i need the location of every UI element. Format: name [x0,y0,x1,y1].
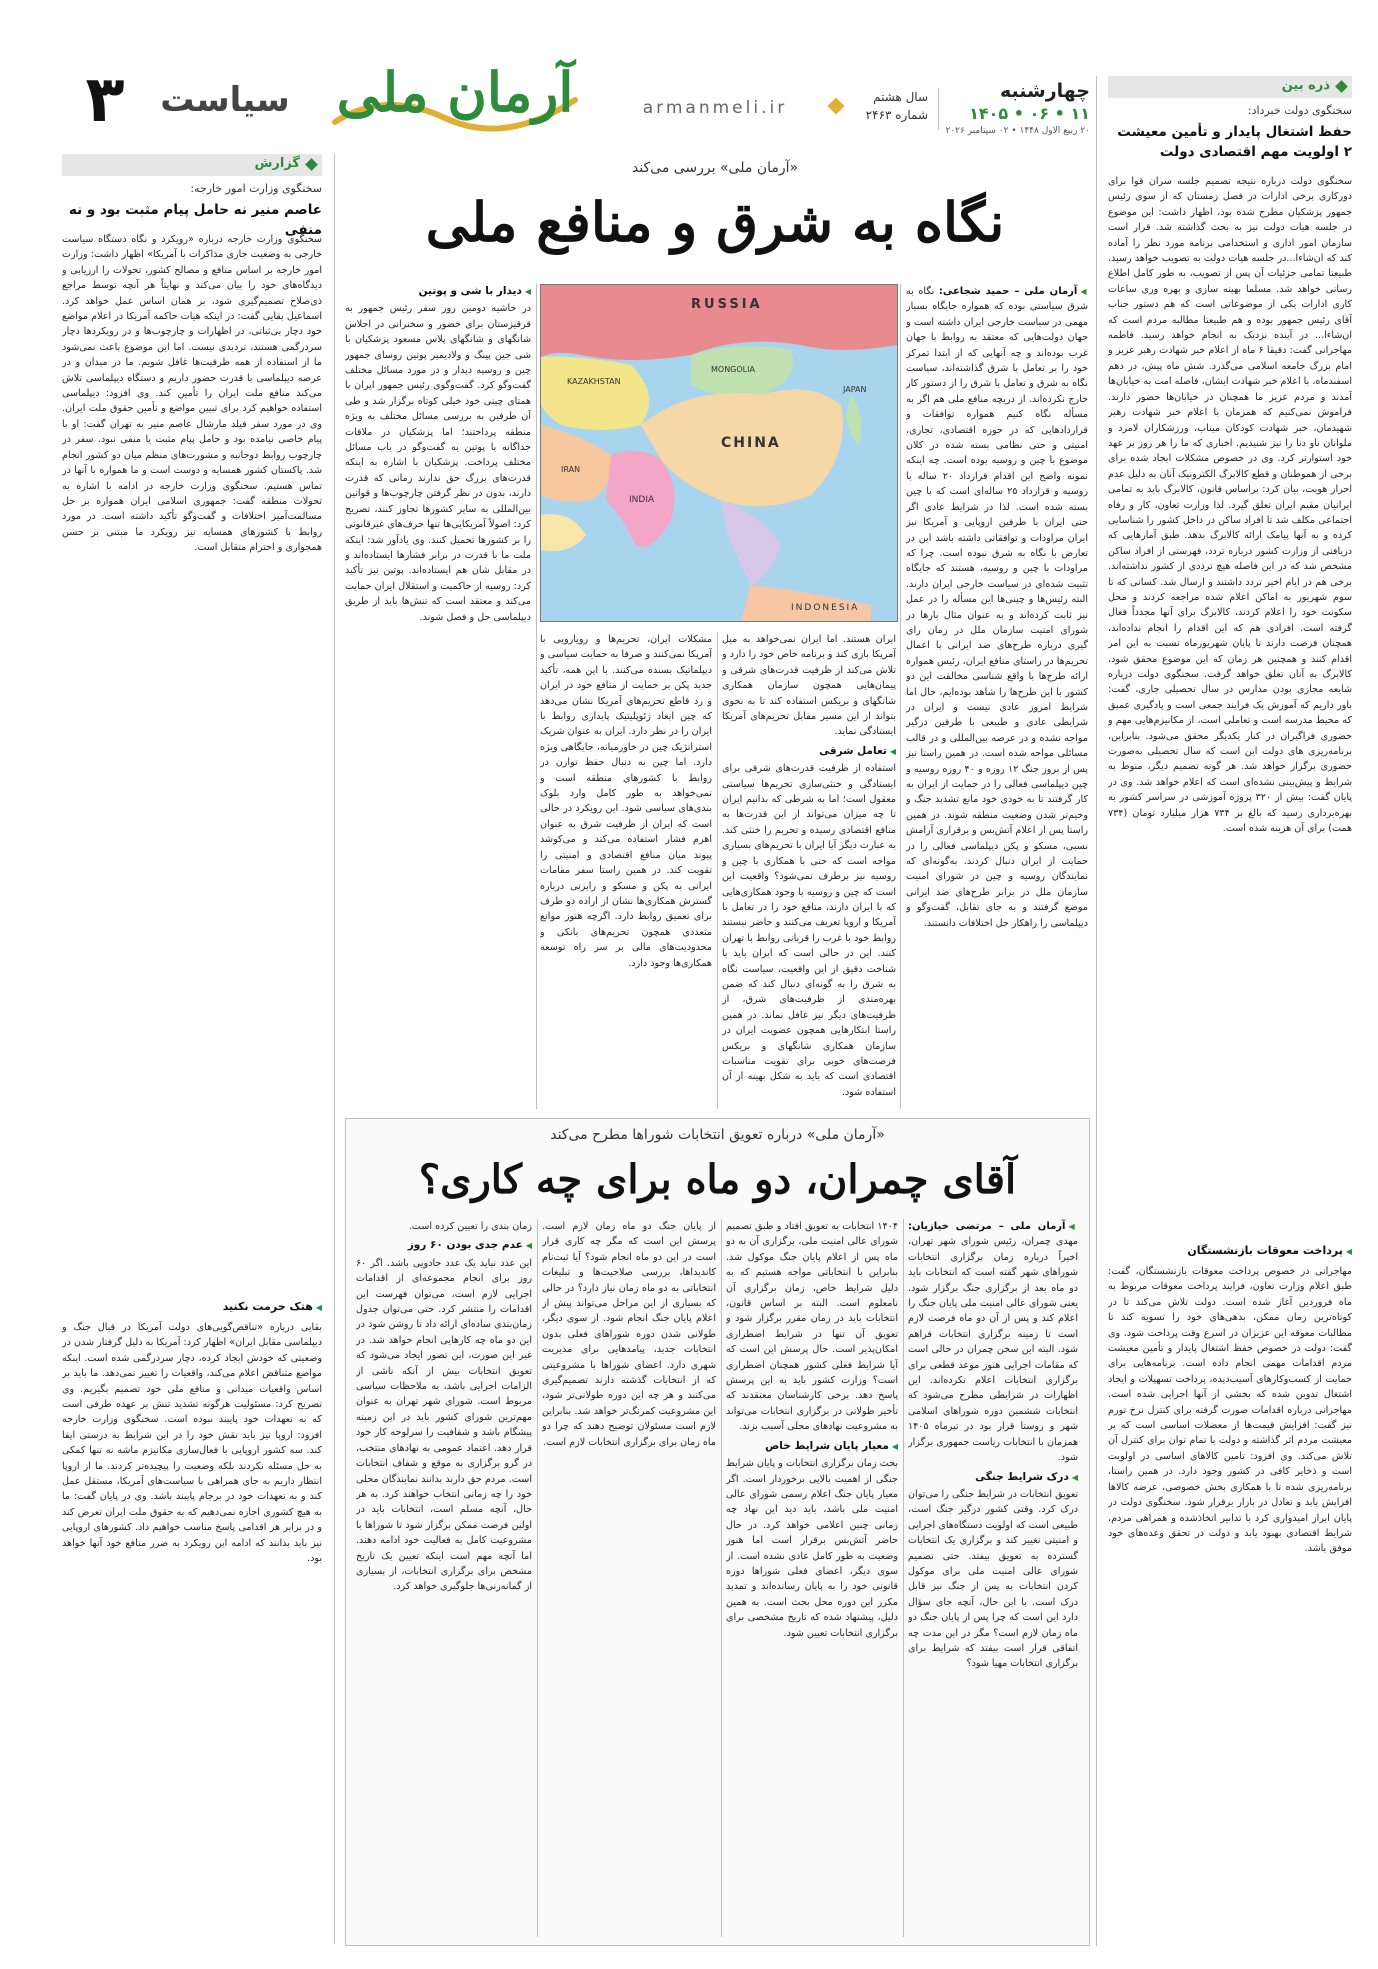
left-label-bar [62,154,322,176]
hero-col-4-body: در حاشیه دومین روز سفر رئیس جمهور به قرقیزستان برای حضور و سخنرانی در اجلاس شانگهای و شانگهای پلاس مسعود پزشکیان با شی جین پینگ و ولادیمیر پوتین روسای جمهور چین و روسیه دیدار و در مورد مسائل مختلف گفت‌وگو کرد. گفت‌وگوی رئیس جمهور ایران با همتای چینی خود خیلی کوتاه برگزار شد و طی آن طرفین به بررسی مسائل مختلف به ویژه منطقه پرداختند؛ اما پزشکیان در ملاقات جداگانه با پوتین به گفت‌وگو در باب مسائل مختلف پرداخت. پزشکیان با اشاره به اینکه قدرت‌های بزرگ حق ندارند زمانی که قدرت دارند، بدون در نظر گرفتن چارچوب‌ها و قوانین بین‌المللی به سایر کشورها تجاوز کنند، تصریح کرد: اصولاً آمریکایی‌ها تنها حرف‌های غیرقانونی را بر کشورها تحمیل کنند. وی یادآور شد: اینکه ملت ما با قدرت در برابر فشارها ایستاده‌اند و در مقابل شان هم ایستاده‌اند. پوتین نیز تأکید کرد: روسیه از حاکمیت و استقلال ایران حمایت می‌کند و معتقد است که تنش‌ها باید از طریق دیپلماسی حل و فصل شوند. [345,303,531,623]
hero-title: نگاه به شرق و منافع ملی [425,190,1005,254]
hero-subheading-tamol: ◀ تعامل شرقی [722,744,896,759]
bottom-kicker: «آرمان ملی» درباره تعویق انتخابات شوراها مطرح می‌کند [550,1127,885,1143]
bottom-col-4 [356,1219,532,1937]
sidebar-body: سخنگوی دولت درباره نتیجه تصمیم جلسه سران قوا برای دورکاری برخی ادارات در فصل زمستان که از سوی رئیس جمهور پزشکیان مطرح شده بود، اظهار داشت: این موضوع در جلسه هیات دولت نیز به بحث گذاشته شد. قرار است سازمان امور اداری و استخدامی برنامه مورد نظر را آماده کند که ان‌شاءا...در جلسه هیات دولت به تصویب خواهد رسید. طبیعتا تمامی جزئیات آن پس از تصویب، به طور کامل اطلاع رسانی خواهد شد. مسلما بهینه سازی و بهره وری ساعات کاری ادارات یکی از موضوعاتی است که هم دستور جناب آقای رئیس جمهور بوده و هم طبیعتا مطالبه مردم است که ان‌شاءا... در آینده نزدیک به انجام خواهد رسید. فاطمه مهاجرانی گفت: دقیقا ۶ ماه از اعلام خبر شهادت رهبر عزیز و امام بزرگ جامعه اسلامی می‌گذرد. شش ماه پیش، در دهم اسفندماه، با اعلام خبر شهادت ایشان، فاصله امت به خیابان‌ها آمدند و مردم عزیز ما همچنان در خیابان‌ها حضور دارند. فراموش نمی‌کنیم که همزمان با اعلام خبر شهادت رهبر شهیدمان، خبر شهادت کودکان میناب، ورزشکاران لامرد و ملوانان ناو دنا را نیز شنیدیم. اخباری که ما را هر روز بر عهد خود استوارتر کرد. وی در خصوص مشکلات ایجاد شده برای برخی از هموطنان و قطع کالابرگ الکترونیک آنان به دلیل عدم احراز هویت، بیان کرد: براساس قانون، کالابرگ باید به تمامی ایرانیان مقیم ایران تعلق گیرد. لذا وزارت تعاون، کار و رفاه اجتماعی مکلف شد تا افراد ساکن در داخل کشور را شناسایی کرده و به آنها پیامک ارائه کالابرگ بدهد. طبق آمارهایی که دریافتی از وزارت کشور درباره تردد، فهرستی از افراد ساکن مشخص شد که در این فاصله هیچ ترددی از کشور نداشته‌اند. برخی هم در ایام اخیر تردد داشتند و ارسال شد. کسانی که تا سوم شهریور به اماکن اعلام شده مراجعه کردند و محل سکونت خود را اعلام کردند، کالابرگ برای آنها مجدداً فعال گرفته است. افرادی هم که این اقدام را انجام نداده‌اند، همچنان فرصت دارند تا پایان شهریورماه نسبت به این امر اقدام کنند و همچنین هر زمان که این موضوع محقق شود، کالابرگ به آنان تعلق خواهد گرفت. سخنگوی دولت درباره شایعه مجازی بودن مدارس در سال تحصیلی جاری، گفت: باور داریم که آموزش یک فرایند جمعی است و یادگیری عمیق که محیط مدرسه است و تعاملی است، از مکانیزم‌هایی مهم و حضوری فراگیران در کنار یکدیگر محقق می‌شود. بنابراین، برنامه‌ریزی های دولت این است که سال تحصیلی به‌صورت حضوری برگزار خواهد شد. هر گونه تصمیم دیگر، منوط به شرایط و پیش‌بینی نشده‌ای است که اعلام خواهد شد. وی در پایان گفت: بیش از ۳۲۰ پروژه آموزشی در سراسر کشور به بهره‌برداری رسید که بالغ بر ۷۳۴ هزار میلیارد تومان (۷۳۴ همت) برای آن هزینه شده است. [1108,176,1352,835]
hero-col-1-text [906,284,1088,1109]
date-persian: ۱۱ • ۰۶ • ۱۴۰۵ [969,104,1090,123]
hero-col-2-body: ایران هستند. اما ایران نمی‌خواهد به میل آمریکا بازی کند و برنامه خاص خود را دارد و تلاش می‌کند از ظرفیت قدرت‌های شرقی و پیمان‌هایی همچون سازمان همکاری شانگهای و بریکس استفاده کند تا به نحوی بتواند از این مسیر مقابل تحریم‌های آمریکا ایستادگی نماید. [722,634,896,738]
left-title: عاصم منیر نه حامل پیام مثبت بود و نه منفی [68,202,322,238]
left-column [62,154,322,1944]
year-label: سال هشتم [873,90,928,104]
bottom-col-3 [542,1219,716,1937]
hero-col-2 [722,632,896,1109]
logo [325,60,585,140]
bottom-subheading-dark: ◀ درک شرایط جنگی [908,1470,1078,1485]
bottom-col-divider [721,1219,722,1937]
hero-col-divider [536,284,537,1109]
left-kicker: سخنگوی وزارت امور خارجه: [190,182,322,195]
map-label-mongolia: MONGOLIA [711,365,755,374]
map-label-indonesia: INDONESIA [791,603,860,613]
left-body: سخنگوی وزارت خارجه درباره «رویکرد و نگاه دستگاه سیاست خارجی به وضعیت جاری مذاکرات با آمریکا» اظهار داشت: وزارت امور خارجه بر اساس منافع و مصالح کشور، تحولات را ارزیابی و دیدگاه‌های خود را بیان می‌کند و نهایتاً هر آنچه توسط مراجع ذی‌صلاح تصمیم‌گیری شود، بر همان اساس عمل خواهد کرد. اسماعیل بقایی گفت: در اینکه هیات حاکمه آمریکا در اعلام مواضع خود دچار بی‌ثباتی، در اظهارات و چارچوب‌ها و در رویکردها دچار سردرگمی هستند، تردیدی نیست. اما این موضوع باعث نمی‌شود ما از استفاده از همه ظرفیت‌ها غافل شویم. ما در میدان و در عرصه دیپلماسی با قدرت حضور داریم و دستگاه دیپلماسی تلاش می‌کند منافع ملت ایران را تأمین کند. وی افزود: دیپلماسی استفاده خواهیم کرد برای تبیین مواضع و تأمین حقوق ملت ایران. وی در مورد سفر فیلد مارشال عاصم منیر به تهران گفت: او با پیام خاصی نیامده بود و حامل پیام مثبت یا منفی نبود. سفر در چارچوب روابط دوجانبه و مشورت‌های منظم میان دو کشور انجام شد. پاکستان کشور همسایه و دوست است و ما همواره با آنها در تماس هستیم. سخنگوی وزارت خارجه در ادامه با اشاره به تحولات منطقه گفت: جمهوری اسلامی ایران همواره بر حل مسالمت‌آمیز اختلافات و گفت‌وگو تأکید داشته است. در مورد روابط با کشورهای همسایه نیز رویکرد ما مبتنی بر حسن همجواری و احترام متقابل است. [62,234,322,554]
bottom-byline: ◀ آرمان ملی – مرتضی خیازیان: [908,1221,1078,1232]
bottom-subheading-meyar: ◀ معیار پایان شرایط خاص [726,1439,898,1454]
left-body-2: بقایی درباره «تناقض‌گویی‌های دولت آمریکا در قبال جنگ و دیپلماسی مقابل ایران» اظهار کرد: آمریکا به دلیل گرفتار شدن در وضعیتی که خودش ایجاد کرده، دچار سردرگمی شده است. اینکه مواضع متناقض اعلام می‌کند، واقعیات را تغییر نمی‌دهد. ما باید بر اساس واقعیات میدانی و منافع ملی خود تصمیم بگیریم. وی تصریح کرد: مسئولیت هرگونه تشدید تنش بر عهده طرفی است که به تعهدات خود پایبند نبوده است. سخنگوی وزارت خارجه افزود: اروپا نیز باید نقش خود را در این شرایط به درستی ایفا کند. سه کشور اروپایی با فعال‌سازی مکانیزم ماشه نه تنها کمکی به حل مسئله نکردند بلکه وضعیت را پیچیده‌تر کردند. ما از اروپا انتظار داریم به جای همراهی با سیاست‌های آمریکا، مستقل عمل کند و به تعهدات خود در برجام پایبند باشد. وی در پایان گفت: ما به هیچ کشوری اجازه نمی‌دهیم که به حقوق ملت ایران تعرض کند و در برابر هر اقدامی پاسخ مناسب خواهیم داد. کشورهای اروپایی نیز باید بدانند که ادامه این رویکرد به ضرر منافع خود آنها خواهد بود. [62,1322,322,1565]
map-label-kazakhstan: KAZAKHSTAN [567,377,621,386]
bottom-subheading-adam: ◀ عدم جدی بودن ۶۰ روز [356,1238,532,1253]
asia-map [540,284,898,622]
bottom-col-4-body: زمان بندی را تعیین کرده است. [408,1221,532,1232]
hero-col-4 [345,284,531,1109]
right-sidebar [1108,76,1352,1946]
website[interactable]: armanmeli.ir [642,98,788,118]
logo-text: آرمان ملی [336,60,574,124]
section-title: سیاست [160,80,290,120]
bottom-col-2b-body: بحث زمان برگزاری انتخابات و پایان شرایط جنگی از اهمیت بالایی برخوردار است. اگر معیار پایان جنگ اعلام رسمی شورای عالی امنیت ملی باشد، باید دید این نهاد چه زمانی چنین اعلامی خواهد کرد. در حال حاضر آتش‌بس برقرار است اما هنوز وضعیت به طور کامل عادی نشده است. از سوی دیگر، اعضای فعلی شوراها دوره قانونی خود را به پایان رسانده‌اند و تمدید مکرر این دوره محل بحث است. به همین دلیل، پیشنهاد شده که تاریخ مشخصی برای برگزاری انتخابات تعیین شود. [726,1458,898,1639]
bottom-title: آقای چمران، دو ماه برای چه کاری؟ [418,1156,1017,1203]
left-label: گزارش [254,156,300,171]
left-subheading: ◀ هتک حرمت نکنید [62,1300,322,1313]
hero-col-3-body: مشکلات ایران، تحریم‌ها و رویارویی با آمریکا نمی‌کنند و صرفا به حمایت سیاسی و دیپلماتیک بسنده می‌کنند. با این همه، تأکید جدید پکن بر حمایت از منافع خود در ایران و رد قاطع تحریم‌های آمریکا نشان می‌دهد که چین ابعاد ژئوپلیتیک پایداری روابط با ایران را در نظر دارد. ایران به عنوان شریک استراتژیک چین در خاورمیانه، جایگاهی ویژه دارد. اما چین به دنبال حفظ توازن در روابط با کشورهای منطقه است و نمی‌خواهد به طور کامل وارد بلوک بندی‌های سیاسی شود. این رویکرد در حالی است که ایران از ظرفیت شرق به عنوان اهرم فشار استفاده می‌کند و می‌کوشد پیوند میان منافع اقتصادی و امنیتی را تقویت کند. در همین راستا سفر مقامات ایرانی به پکن و مسکو و رایزنی درباره گسترش همکاری‌ها نشان از اراده دو طرف برای تعمیق روابط دارد. اگرچه هنوز موانع متعددی همچون تحریم‌های بانکی و محدودیت‌های مالی بر سر راه توسعه همکاری‌ها وجود دارد. [540,634,712,969]
bottom-col-1b-body: تعویق انتخابات در شرایط جنگی را می‌توان درک کرد. وقتی کشور درگیر جنگ است، طبیعی است که اولویت دستگاه‌های اجرایی و امنیتی تغییر کند و برگزاری یک انتخابات گسترده به تعویق بیفتد. حتی تصمیم شورای عالی امنیت ملی برای موکول کردن انتخابات به پس از جنگ نیز قابل درک است. با این حال، آنچه جای سؤال دارد این است که چرا پس از پایان جنگ دو ماه زمان لازم است؟ مگر در این مدت چه اتفاقی قرار است بیفتد که شرایط برای برگزاری انتخابات مهیا شود؟ [908,1488,1078,1670]
hero-col-1 [906,284,1088,1109]
bottom-col-divider [903,1219,904,1937]
map-label-iran: IRAN [561,465,581,474]
bottom-col-4b-body: این عدد نباید یک عدد جادویی باشد. اگر ۶۰ روز برای انجام مجموعه‌ای از اقدامات اجرایی لازم است، می‌توان فهرست این اقدامات را منتشر کرد. حتی می‌توان جدول زمان‌بندی ساده‌ای ارائه داد تا روشن شود در این دو ماه چه کارهایی انجام خواهد شد. در غیر این صورت، این تصور ایجاد می‌شود که تعویق انتخابات بیش از آنکه ناشی از الزامات اجرایی باشد، به ملاحظات سیاسی مربوط است. شورای شهر تهران به عنوان مهم‌ترین شورای کشور باید در این زمینه پیشگام باشد و شفافیت را سرلوحه کار خود قرار دهد. اعتماد عمومی به نهادهای منتخب، در گرو برگزاری به موقع و شفاف انتخابات است. مردم حق دارند بدانند نمایندگان محلی خود را چه زمانی انتخاب خواهند کرد. به هر حال، آنچه مسلم است، انتخابات باید در اولین فرصت ممکن برگزار شود تا شوراها با مشروعیت کامل به فعالیت خود ادامه دهند. اما آنچه مهم است اینکه تعیین یک تاریخ مشخص برای برگزاری انتخابات، از بسیاری از گمانه‌زنی‌ها جلوگیری خواهد کرد. [356,1257,532,1593]
sidebar-title: حفظ اشتغال پایدار و تأمین معیشت ۲ اولویت مهم اقتصادی دولت [1117,124,1352,160]
date-secondary: ۲۰ ربیع الاول ۱۴۴۸ • ۰۲ سپتامبر ۲۰۲۶ [945,126,1090,136]
bottom-col-1 [908,1219,1078,1937]
left-divider [334,154,335,1944]
sidebar-divider [1096,76,1097,1946]
page-number: ۳ [85,63,125,137]
hero-col-2b-body: استفاده از ظرفیت قدرت‌های شرقی برای ایستادگی و خنثی‌سازی تحریم‌ها سیاستی معقول است؛ اما به شرطی که بدانیم ایران تا چه میزان می‌تواند از این قدرت‌ها به منافع اقتصادی رسیده و تحریم را خنثی کند. به عبارت دیگر آیا ایران با تحریم‌های بسیاری مواجه است که حتی با همکاری با چین و روسیه نیز برطرف نمی‌شود؟ واقعیت این است که چین و روسیه با وجود همکاری‌هایی که با ایران دارند، منافع خود را در تعامل با آمریکا و اروپا تعریف می‌کنند و حاضر نیستند روابط خود با غرب را قربانی روابط با تهران کنند. این در حالی است که ایران باید با شناخت دقیق از این واقعیت، سیاست نگاه به شرق را به گونه‌ای دنبال کند که ضمن بهره‌مندی از ظرفیت‌های شرق، از ظرفیت‌های دیگر نیز غافل نماند. در همین راستا ابتکار‌هایی همچون عضویت ایران در سازمان همکاری شانگهای و بریکس فرصت‌های خوبی برای تقویت مناسبات اقتصادی است که باید به شکل بهینه از آن استفاده شود. [722,763,896,1098]
map-graphic [541,285,897,621]
bottom-col-divider [537,1219,538,1937]
hero-col-1-body: نگاه به شرق سیاستی بوده که همواره جایگاه بسیار مهمی در سیاست خارجی ایران داشته است و جهان دولت‌هایی که معتقد به روابط با جهان غرب بوده‌اند و چه آنهایی که از ابتدا تمرکز خود را بر تعامل با شرق گذاشته‌اند، سیاست نگاه به شرق و تعامل با شرق را از دستور کار خارج نکرده‌اند. از دریچه منافع ملی هم اگر به مسأله نگاه کنیم همواره توافقات و قراردادهایی که در حوزه اقتصادی، تجاری، امنیتی و حتی نظامی بسته شده در کلان موضوع با چین و روسیه بوده است. چه اینکه نمونه واضح این اقدام قرارداد ۲۰ ساله با روسیه و قرارداد ۲۵ ساله‌ای است که با چین بسته شده است. لذا در شرایط عادی اگر حتی ایران با طرفین اروپایی و آمریکا نیز ایران مراودات و توافقاتی داشته باشد این در تعارض با نگاه به شرق نبوده است. چرا که مراودات با چین و روسیه، هستند که جایگاه تثبیت شده‌ای در سیاست خارجی ایران دارند. البته رئیس‌ها و چینی‌ها این مسأله را در عمل نیز ثابت کرده‌اند و به عنوان مثال بارها در شورای امنیت سازمان ملل در زمان رای گیری درباره طرح‌های ضد ایرانی با اعمال تحریم‌ها در راستای منافع ایران، رئیس همواره ارائه طرح‌ها با واقع شناسی مخالفت این دو کشور با این طرح‌ها را شاهد بوده‌ایم، حال اما شرایط امروز عادی نیست و ایران در شرایطی عادی و طبیعی با طرفین درگیر مواجه نشده و در عرصه بین‌المللی و در قالب مسائلی مواجه شده است. در همین راستا نیز پس از بروز جنگ ۱۲ روزه و ۴۰ روزه روسیه و چین دیپلماسی فعالی را در حمایت از ایران به کار گرفتند تا به خودی خود مانع تشدید جنگ و وخیم‌تر شدن وضعیت منطقه شوند. در همین راستا پس از اعلام آتش‌بس و برقراری آرامش نسبی، مسکو و پکن دیپلماسی فعالی را در حمایت از ایران دنبال کردند. به‌گونه‌ای که نمایندگان روسیه و چین در شورای امنیت سازمان ملل در برابر طرح‌های ضد ایرانی موضع گرفتند و به جای تقابل، گفت‌وگو و دیپلماسی را راهکار حل اختلافات دانستند. [906,286,1088,929]
sidebar-kicker: سخنگوی دولت خبرداد: [1247,104,1352,117]
bottom-col-3-body: از پایان جنگ دو ماه زمان لازم است. پرسش این است که مگر چه کاری قرار است در این دو ماه انجام شود؟ آیا ثبت‌نام کاندیداها، بررسی صلاحیت‌ها و تبلیغات انتخاباتی به دو ماه زمان نیاز دارد؟ در حالی که بسیاری از این مراحل می‌تواند پیش از اعلام پایان جنگ انجام شود. از سوی دیگر، طولانی شدن دوره شوراهای فعلی بدون انتخابات جدید، پیامدهایی برای مدیریت شهری دارد. اعضای شوراها با مشروعیتی که از انتخابات گذشته دارند تصمیم‌گیری می‌کنند و هر چه این دوره طولانی‌تر شود، این مشروعیت کمرنگ‌تر خواهد شد. بنابراین لازم است مسئولان توضیح دهند که چرا دو ماه زمان برای برگزاری انتخابات لازم است. [542,1221,716,1448]
bottom-col-2-body: ۱۴۰۴ انتخابات به تعویق افتاد و طبق تصمیم شورای عالی امنیت ملی، برگزاری آن به دو ماه پس از اعلام پایان جنگ موکول شد. بنابراین با انتخاباتی مواجه هستیم که به دلیل شرایط خاص، زمان برگزاری آن نامعلوم است. البته بر اساس قانون، انتخابات باید در زمان مقرر برگزار شود و تعویق آن تنها در شرایط اضطراری امکان‌پذیر است. حال پرسش این است که آیا شرایط فعلی کشور همچنان اضطراری است؟ وزارت کشور باید به این پرسش پاسخ دهد. برخی کارشناسان معتقدند که تأخیر طولانی در برگزاری انتخابات می‌تواند به مشروعیت نهادهای محلی آسیب بزند. [726,1221,898,1433]
map-label-japan: JAPAN [843,385,867,394]
hero-col-divider [900,284,901,1109]
hero-col-3 [540,632,712,1109]
diamond-icon [305,158,318,171]
diamond-icon [1335,80,1348,93]
issue-label: شماره ۲۴۶۳ [865,108,928,122]
hero-col-divider [717,632,718,1109]
sidebar-label-bar [1108,76,1352,98]
sidebar-subheading: ◀ پرداخت معوقات بازنشستگان [1108,1244,1352,1257]
map-label-china: CHINA [721,435,781,451]
bottom-col-2 [726,1219,898,1937]
sidebar-body-2: مهاجرانی در خصوص پرداخت معوقات بازنشستگان، گفت: طبق اعلام وزارت تعاون، فرایند پرداخت معوقات مربوط به ماه فروردین آغاز شده است. دولت تلاش می‌کند تا در کوتاه‌ترین زمان ممکن، بدهی‌های خود را تسویه کند تا مطالبات معوقه این عزیزان در اسرع وقت پرداخت شود. وی گفت: دولت در خصوص حفظ اشتغال پایدار و تأمین معیشت مردم اقدامات مهمی انجام داده است. برنامه‌هایی برای حمایت از کسب‌وکارهای آسیب‌دیده، پرداخت تسهیلات و ایجاد اشتغال تدوین شده که بخشی از آنها اجرایی شده است. مهاجرانی درباره اقدامات صورت گرفته برای کنترل نرخ تورم نیز گفت: افزایش قیمت‌ها از معضلات اساسی است که بر معیشت مردم اثر گذاشته و دولت با تمام توان برای کنترل آن تلاش می‌کند. وی افزود: تامین کالاهای اساسی در اولویت است و ذخایر کافی در کشور وجود دارد. در همین راستا، برنامه‌ریزی شده تا با همکاری بخش خصوصی، عرضه کالاها افزایش یابد و تعادل در بازار برقرار شود. سخنگوی دولت در پایان ابراز امیدواری کرد با تدابیر اتخاذشده و همراهی مردم، شرایط اقتصادی بهبود یابد و دولت در تحقق وعده‌های خود موفق باشد. [1108,1266,1352,1555]
hero-byline: ◀ آرمان ملی – حمید شجاعی: [939,286,1088,297]
weekday: چهارشنبه [999,80,1090,102]
hero-subheading-didar: ◀ دیدار با شی و پوتین [345,284,531,299]
map-label-india: INDIA [629,495,655,505]
bottom-story [345,1118,1090,1946]
hero-kicker: «آرمان ملی» بررسی می‌کند [631,160,799,176]
diamond-icon [828,98,845,115]
sidebar-label: ذره بین [1281,78,1330,93]
masthead-divider [938,88,939,130]
bottom-col-1-body: مهدی چمران، رئیس شورای شهر تهران، اخیراً درباره زمان برگزاری انتخابات شوراهای شهر گفته است که انتخابات باید دو ماه بعد از برگزاری جنگ برگزار شود. یعنی شورای عالی امنیت ملی پایان جنگ را اعلام کند و پس از آن دو ماه فرصت لازم است تا زمینه برگزاری انتخابات فراهم شود. البته این سخن چمران در حالی است که مقامات اجرایی هنوز موعد قطعی برای برگزاری انتخابات اعلام نکرده‌اند. این اظهارات در شرایطی مطرح می‌شود که انتخابات ششمین دوره شوراهای اسلامی شهر و روستا قرار بود در تیرماه ۱۴۰۵ همزمان با انتخابات ریاست جمهوری برگزار شود. [908,1236,1078,1464]
map-label-russia: RUSSIA [691,297,763,312]
